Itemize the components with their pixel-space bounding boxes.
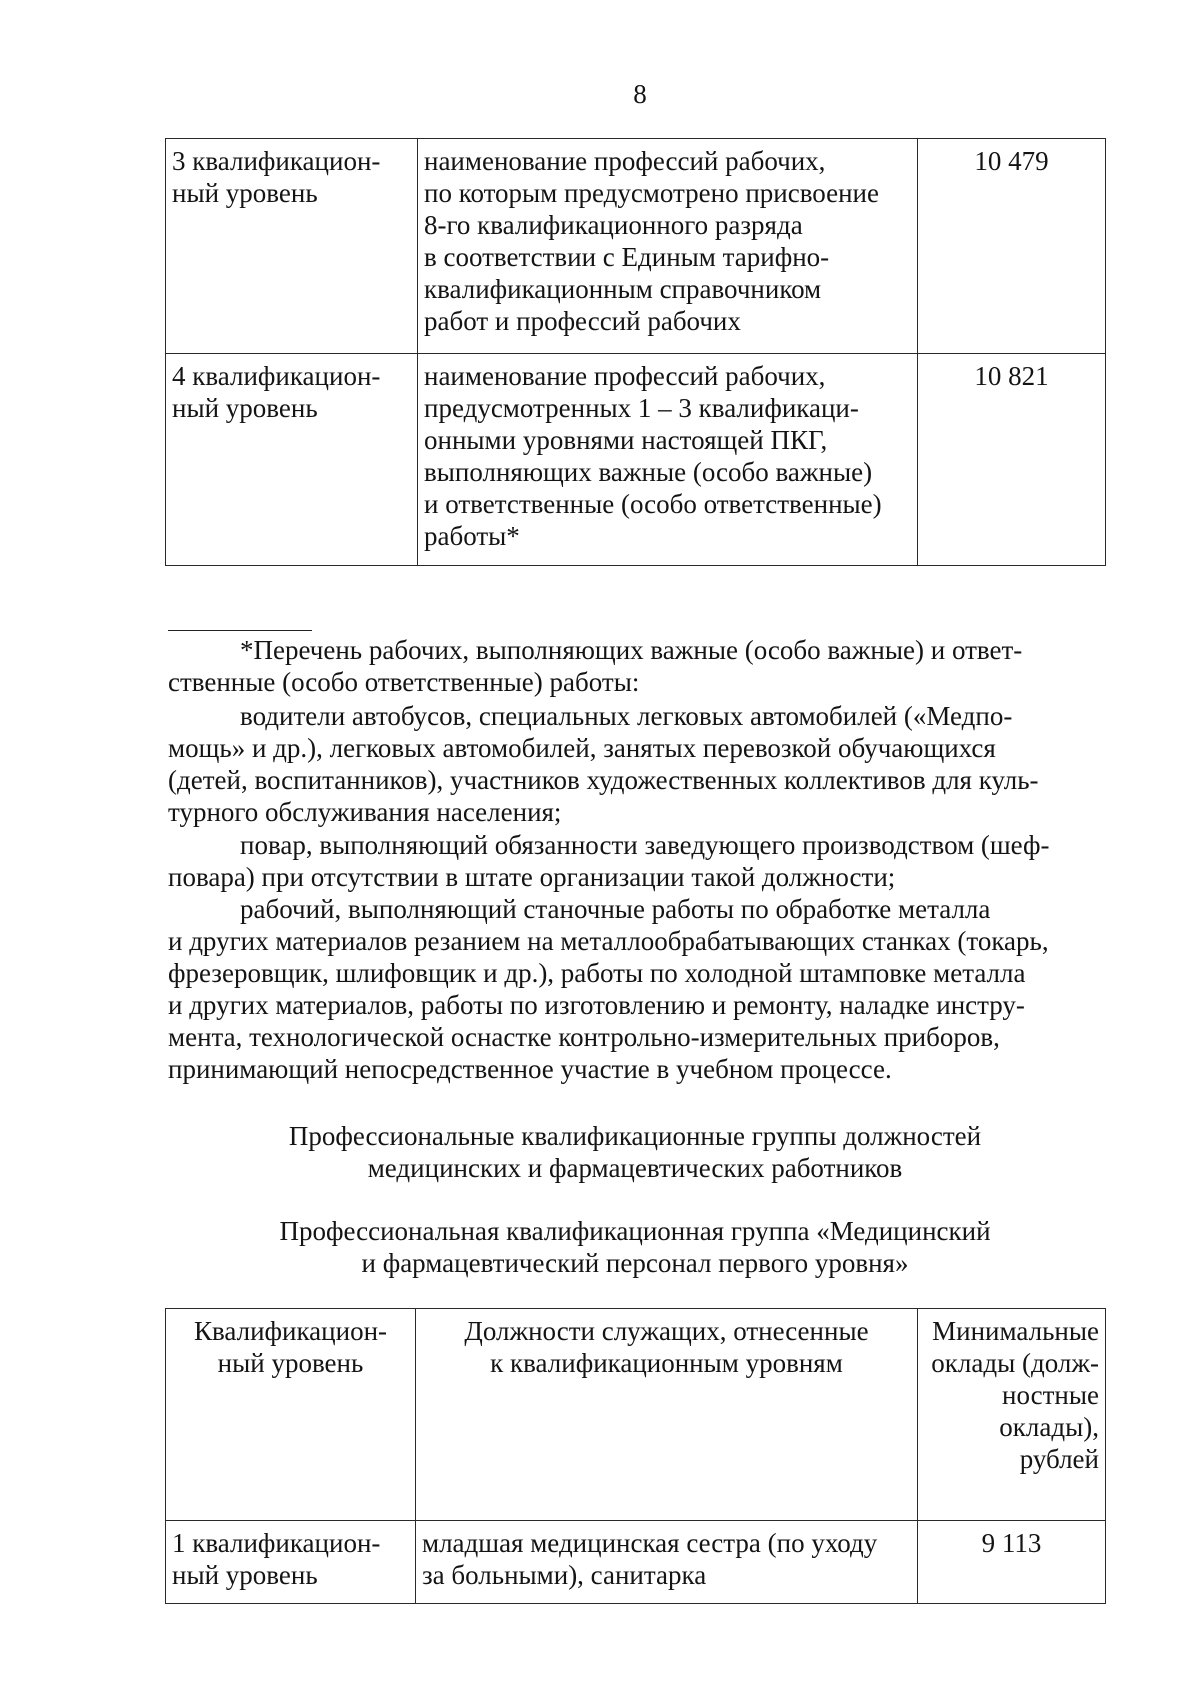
positions-cell: наименование профессий рабочих, по которым предусмотрено присвоение 8-го квалификационного разряда в соответствии с Единым тарифно- квалификационным справочником работ и профессий рабочих (418, 139, 918, 354)
qualification-level-cell: 3 квалификацион- ный уровень (166, 139, 418, 354)
workers-salary-table (165, 138, 1106, 566)
table-row (166, 1521, 1106, 1604)
salary-cell: 9 113 (918, 1521, 1106, 1604)
salary-cell: 10 479 (918, 139, 1106, 354)
table-row (166, 354, 1106, 566)
footnote-item: водители автобусов, специальных легковых автомобилей («Медпо- мощь» и др.), легковых автомобилей, занятых перевозкой обучающихся (детей, воспитанников), участников художественных коллективов для куль- турного обслуживания населения; (168, 701, 1039, 827)
qualification-level-cell: 1 квалификацион- ный уровень (166, 1521, 416, 1604)
section-heading: Профессиональные квалификационные группы должностей медицинских и фармацевтических работников (288, 1121, 982, 1183)
medical-salary-table (165, 1308, 1106, 1604)
positions-cell: младшая медицинская сестра (по уходу за больными), санитарка (416, 1521, 918, 1604)
page-number: 8 (633, 79, 647, 109)
qualification-level-cell: 4 квалификацион- ный уровень (166, 354, 418, 566)
salary-cell: 10 821 (918, 354, 1106, 566)
footnote-item: рабочий, выполняющий станочные работы по обработке металла и других материалов резанием на металлообрабатывающих станках (токарь, фрезеровщик, шлифовщик и др.), работы по холодной штамповке металла и других материалов, работы по изготовлению и ремонту, наладке инстру- мента, технологической оснастке контрольно-измерительных приборов, принимающий непосредственное участие в учебном процессе. (168, 894, 1049, 1084)
table-header-row (166, 1309, 1106, 1521)
column-header-level: Квалификацион- ный уровень (166, 1309, 416, 1521)
footnote-item: повар, выполняющий обязанности заведующего производством (шеф- повара) при отсутствии в штате организации такой должности; (168, 830, 1050, 892)
footnote-divider (168, 630, 312, 631)
subsection-heading: Профессиональная квалификационная группа «Медицинский и фармацевтический персонал первого уровня» (279, 1216, 991, 1278)
column-header-salary: Минимальные оклады (долж- ностные оклады), рублей (918, 1309, 1106, 1521)
table-row (166, 139, 1106, 354)
positions-cell: наименование профессий рабочих, предусмотренных 1 – 3 квалификаци- онными уровнями настоящей ПКГ, выполняющих важные (особо важные) и ответственные (особо ответственные) работы* (418, 354, 918, 566)
footnote-intro: *Перечень рабочих, выполняющих важные (особо важные) и ответ- ственные (особо ответственные) работы: (168, 635, 1023, 697)
column-header-positions: Должности служащих, отнесенные к квалификационным уровням (416, 1309, 918, 1521)
